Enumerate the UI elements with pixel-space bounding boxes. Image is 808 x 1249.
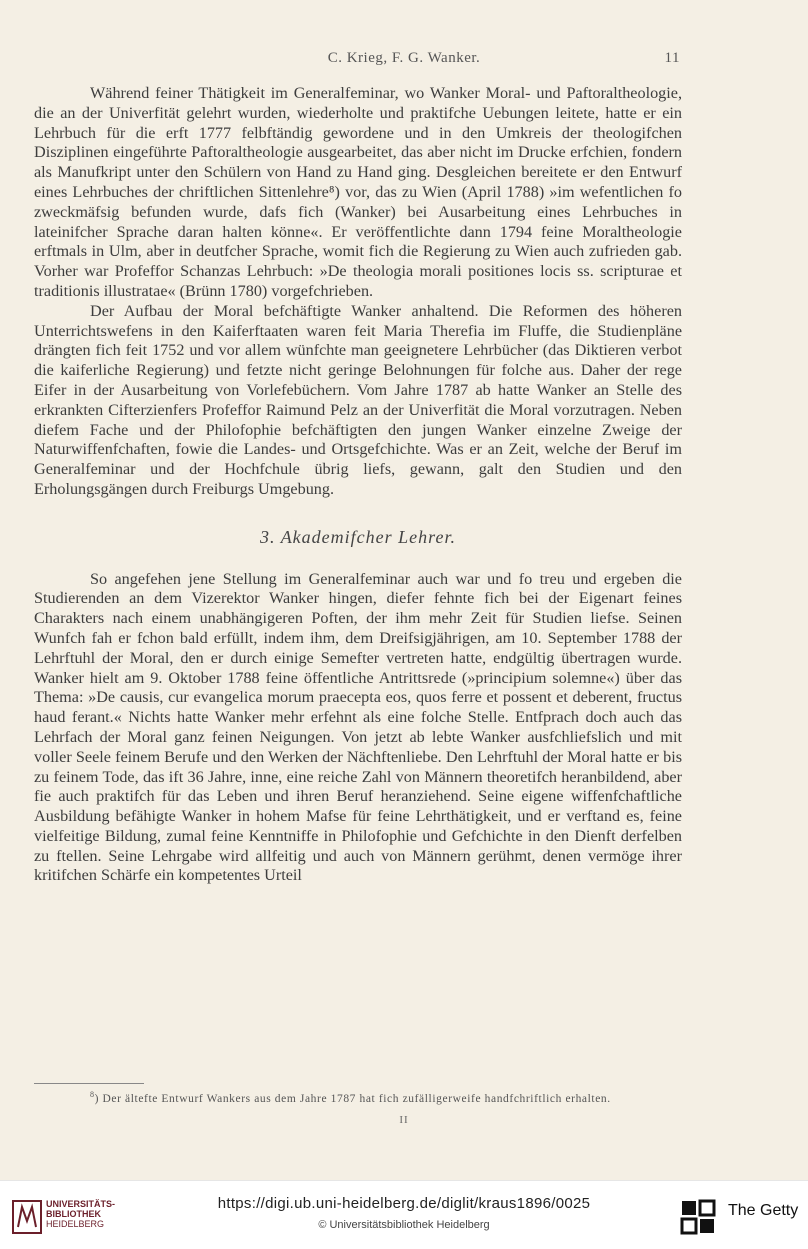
paragraph-2: Der Aufbau der Moral befchäftigte Wanker anhaltend. Die Reformen des höheren Unterrichtswefens in den Kaiferftaaten waren feit Maria Therefia im Fluffe, die Studienpläne drängten fich feit 1752 und vor allem wünfchte man geeignetere Lehrbücher (das Diktieren verbot die kaiferliche Regierung) und fetzte nicht geringe Belohnungen für folche aus. Daher der rege Eifer in der Ausarbeitung von Vorlefebüchern. Vom Jahre 1787 ab hatte Wanker an Stelle des erkrankten Cifterzienfers Profeffor Raimund Pelz an der Univerfität die Moral vorzutragen. Neben diefem Fache und der Philofophie befchäftigten den jungen Wanker einzelne Zweige der Naturwiffenfchaften, fowie die Landes- und Ortsgefchichte. Was er an Zeit, welche der Beruf im Generalfeminar und der Hochfchule übrig liefs, gewann, galt den Studien und den Erholungsgängen durch Freiburgs Umgebung. [34,301,682,498]
section-heading: 3. Akademifcher Lehrer. [260,526,456,547]
library-name-line1: UNIVERSITÄTS- [46,1199,116,1209]
viewer-footer [0,1180,808,1249]
library-city: HEIDELBERG [46,1219,105,1229]
page-header [0,50,808,72]
paragraph-1: Während feiner Thätigkeit im Generalfeminar, wo Wanker Moral- und Paftoraltheologie, die an der Univerfität gelehrt wurden, wiederholte und praktifche Uebungen leitete, hatte er ein Lehrbuch für die erft 1777 felbftändig gewordene und in den Umkreis der theologifchen Disziplinen eingeführte Paftoraltheologie ausgearbeitet, das aber nicht im Drucke erfchien, fondern als Manufkript unter den Schülern von Hand zu Hand ging. Desgleichen bereitete er den Entwurf eines Lehrbuches der chriftlichen Sittenlehre⁸) vor, das zu Wien (April 1788) »im wefentlichen fo zweckmäfsig befunden wurde, dafs fich (Wanker) bei Ausarbeitung eines Lehrbuches in lateinifcher Sprache daran halten könne«. Er veröffentlichte dann 1794 feine Moraltheologie erftmals in Ulm, aber in deutfcher Sprache, womit fich die Regierung zu Wien auch zufrieden gab. Vorher war Profeffor Schanzas Lehrbuch: »De theologia morali positiones locis ss. scripturae et traditionis illustratae« (Brünn 1780) vorgefchrieben. [34,84,682,300]
permalink-url[interactable]: https://digi.ub.uni-heidelberg.de/diglit/kraus1896/0025 [217,1195,591,1212]
printer-signature: II [399,1114,409,1126]
footnote-marker: 8 [90,1090,95,1099]
footnote-divider [34,1083,144,1084]
getty-logo-icon[interactable] [680,1199,716,1235]
body-text [34,84,682,886]
library-name-line2: BIBLIOTHEK [46,1209,101,1219]
running-title: C. Krieg, F. G. Wanker. [327,50,481,66]
footnote-text: ) Der ältefte Entwurf Wankers aus dem Jahre 1787 hat fich zufälligerweife handfchriftlich erhalten. [94,1092,611,1105]
paragraph-3: So angefehen jene Stellung im Generalfeminar auch war und fo treu und ergeben die Studierenden an dem Vizerektor Wanker hingen, diefer fehnte fich bei der Eigenart feines Charakters nach einem unabhängigeren Poften, der ihm mehr Zeit für Studien liefse. Seinen Wunfch fah er fchon bald erfüllt, indem ihm, dem Dreifsigjährigen, am 10. September 1788 der Lehrftuhl der Moral, den er durch einige Semefter vertreten hatte, endgültig übertragen wurde. Wanker hielt am 9. Oktober 1788 feine öffentliche Antrittsrede (»principium solemne«) über das Thema: »De causis, cur evangelica morum praecepta eos, quos ferre et possent et deberent, fructus haud ferant.« Nichts hatte Wanker mehr erfehnt als eine folche Stelle. Entfprach doch auch das Lehrfach der Moral ganz feinen Neigungen. Von jetzt ab lebte Wanker ausfchliefslich und mit voller Seele feinem Berufe und den Werken der Nächftenliebe. Den Lehrftuhl der Moral hatte er bis zu feinem Tode, das ift 36 Jahre, inne, eine reiche Zahl von Männern theoretifch heranbildend, aber fie auch praktifch für das Leben und ihren Beruf heranziehend. Seine eigene wiffenfchaftliche Ausbildung befähigte Wanker in hohem Mafse für feine Lehrthätigkeit, und er verftand es, feine vielfeitige Bildung, zumal feine Kenntniffe in Philofophie und Gefchichte in den Dienft derfelben zu ftellen. Seine Lehrgabe wird allfeitig und auch von Männern gerühmt, denen vermöge ihrer kritifchen Schärfe ein kompetentes Urteil [34,569,682,885]
copyright-notice: © Universitätsbibliothek Heidelberg [318,1219,490,1231]
footnote [90,1090,690,1105]
page-number: 11 [664,50,680,66]
partner-name[interactable]: The Getty [728,1202,799,1219]
